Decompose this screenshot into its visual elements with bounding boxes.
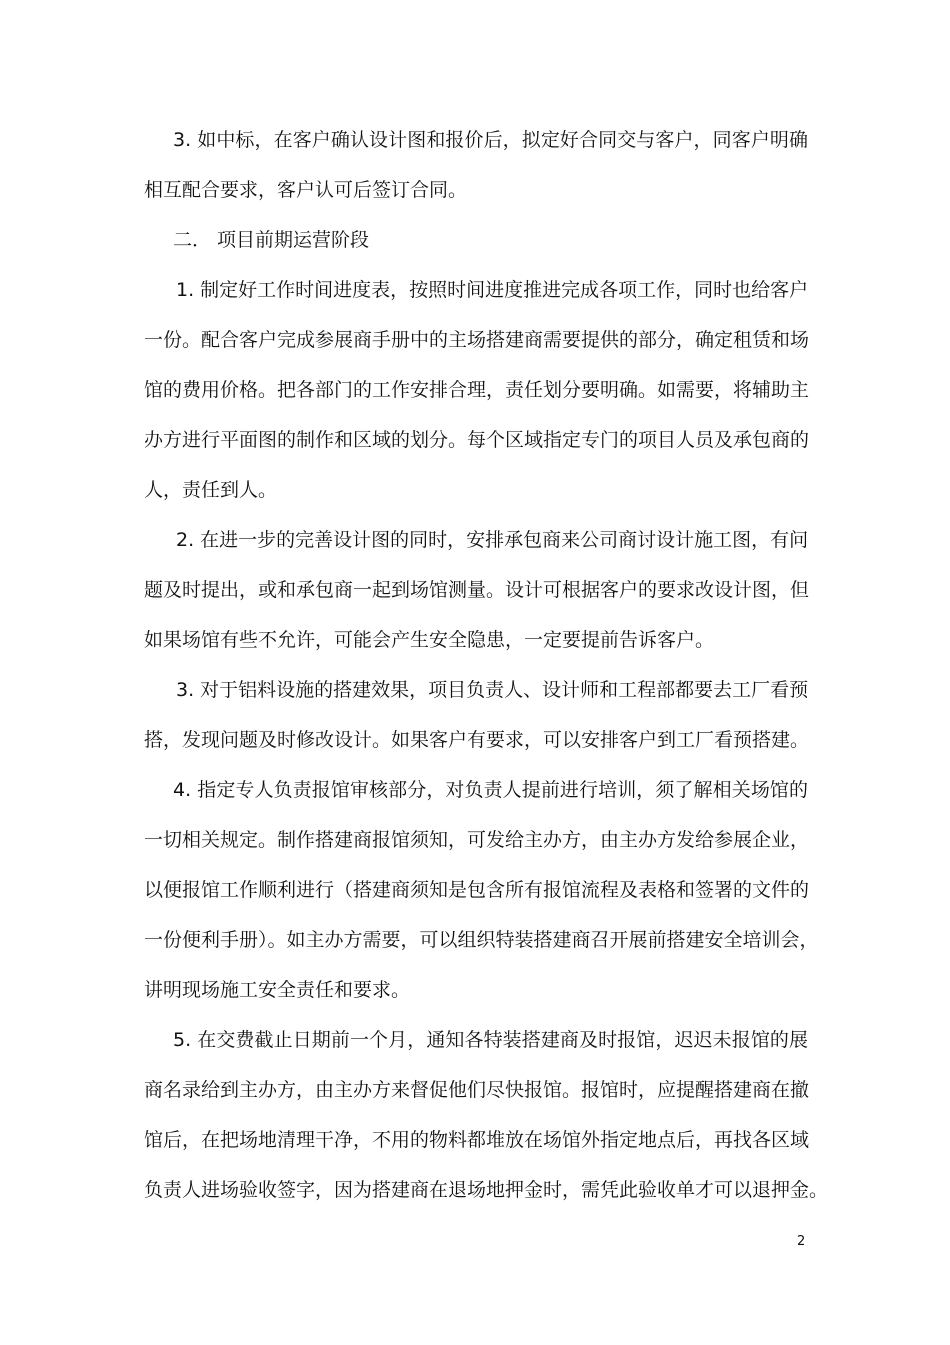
page-number: 2 (797, 1234, 806, 1249)
paragraph-line: 搭，发现问题及时修改设计。如果客户有要求，可以安排客户到工厂看预搭建。 (144, 729, 810, 751)
paragraph-line: 以便报馆工作顺利进行（搭建商须知是包含所有报馆流程及表格和签署的文件的 (144, 879, 810, 901)
paragraph-line: 一切相关规定。制作搭建商报馆须知，可发给主办方，由主办方发给参展企业， (144, 829, 810, 851)
paragraph-line: 1. 制定好工作时间进度表，按照时间进度推进完成各项工作，同时也给客户 (176, 279, 809, 301)
paragraph-line: 相互配合要求，客户认可后签订合同。 (144, 179, 468, 201)
paragraph-line: 负责人进场验收签字，因为搭建商在退场地押金时，需凭此验收单才可以退押金。 (144, 1179, 829, 1201)
paragraph-line: 一份。配合客户完成参展商手册中的主场搭建商需要提供的部分，确定租赁和场 (144, 329, 810, 351)
paragraph-line: 3. 对于铝料设施的搭建效果，项目负责人、设计师和工程部都要去工厂看预 (176, 679, 809, 701)
paragraph-line: 办方进行平面图的制作和区域的划分。每个区域指定专门的项目人员及承包商的 (144, 429, 810, 451)
section-heading: 二． 项目前期运营阶段 (173, 229, 370, 251)
paragraph-line: 题及时提出，或和承包商一起到场馆测量。设计可根据客户的要求改设计图，但 (144, 579, 810, 601)
paragraph-line: 3. 如中标，在客户确认设计图和报价后，拟定好合同交与客户，同客户明确 (173, 129, 808, 151)
paragraph-line: 馆后，在把场地清理干净，不用的物料都堆放在场馆外指定地点后，再找各区域 (144, 1129, 810, 1151)
paragraph-line: 商名录给到主办方，由主办方来督促他们尽快报馆。报馆时，应提醒搭建商在撤 (144, 1079, 810, 1101)
paragraph-line: 人，责任到人。 (144, 479, 278, 501)
paragraph-line: 2. 在进一步的完善设计图的同时，安排承包商来公司商讨设计施工图，有问 (176, 529, 809, 551)
paragraph-line: 讲明现场施工安全责任和要求。 (144, 979, 411, 1001)
paragraph-line: 馆的费用价格。把各部门的工作安排合理，责任划分要明确。如需要，将辅助主 (144, 379, 810, 401)
paragraph-line: 一份便利手册）。如主办方需要，可以组织特装搭建商召开展前搭建安全培训会， (144, 929, 819, 951)
paragraph-line: 4. 指定专人负责报馆审核部分，对负责人提前进行培训，须了解相关场馆的 (173, 779, 808, 801)
paragraph-line: 如果场馆有些不允许，可能会产生安全隐患，一定要提前告诉客户。 (144, 629, 715, 651)
paragraph-line: 5. 在交费截止日期前一个月，通知各特装搭建商及时报馆，迟迟未报馆的展 (173, 1029, 808, 1051)
